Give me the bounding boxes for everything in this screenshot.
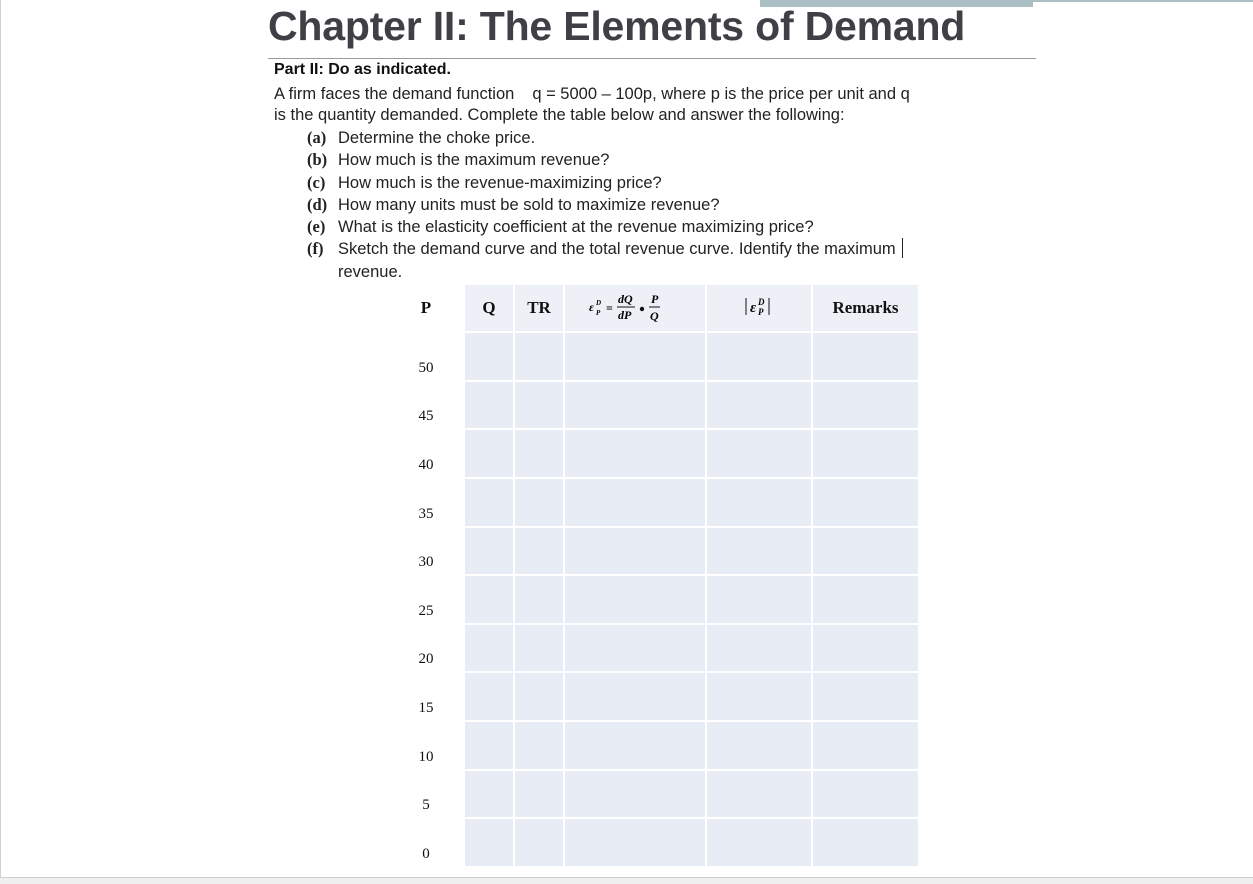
price-value: 45 bbox=[418, 408, 434, 425]
price-value: 50 bbox=[418, 359, 434, 376]
cell-abs-elasticity[interactable] bbox=[706, 770, 812, 819]
table-row bbox=[388, 818, 919, 867]
part-heading: Part II: Do as indicated. bbox=[274, 61, 451, 78]
cell-remarks[interactable] bbox=[812, 478, 919, 527]
cell-remarks[interactable] bbox=[812, 721, 919, 770]
cell-abs-elasticity[interactable] bbox=[706, 478, 812, 527]
table-row bbox=[388, 429, 919, 478]
question-item-d bbox=[307, 194, 903, 216]
cell-elasticity[interactable] bbox=[564, 381, 706, 430]
question-item-a bbox=[307, 127, 903, 149]
table-header-row bbox=[388, 284, 919, 332]
cell-tr[interactable] bbox=[514, 381, 564, 430]
statement-text: A firm faces the demand function bbox=[274, 85, 515, 103]
cell-q[interactable] bbox=[464, 429, 514, 478]
cell-remarks[interactable] bbox=[812, 770, 919, 819]
cell-elasticity[interactable] bbox=[564, 332, 706, 381]
price-value: 5 bbox=[422, 797, 430, 814]
cell-tr[interactable] bbox=[514, 721, 564, 770]
question-item-e bbox=[307, 216, 903, 238]
cell-p bbox=[388, 381, 464, 430]
question-label: (f) bbox=[307, 239, 324, 259]
cell-elasticity[interactable] bbox=[564, 478, 706, 527]
formula-dq: dQ bbox=[618, 291, 633, 306]
question-text: How much is the maximum revenue? bbox=[338, 151, 610, 170]
question-text: Sketch the demand curve and the total revenue curve. Identify the maximum bbox=[338, 240, 896, 259]
table-row bbox=[388, 478, 919, 527]
statement-line-1 bbox=[274, 84, 1034, 105]
question-text: What is the elasticity coefficient at the revenue maximizing price? bbox=[338, 218, 814, 237]
cell-remarks[interactable] bbox=[812, 381, 919, 430]
header-p: P bbox=[388, 284, 464, 332]
page-left-border bbox=[0, 0, 1, 878]
cell-q[interactable] bbox=[464, 332, 514, 381]
abs-epsilon: ε bbox=[750, 299, 757, 316]
title-divider bbox=[268, 58, 1036, 59]
cell-remarks[interactable] bbox=[812, 672, 919, 721]
cell-tr[interactable] bbox=[514, 575, 564, 624]
cell-tr[interactable] bbox=[514, 332, 564, 381]
cell-remarks[interactable] bbox=[812, 332, 919, 381]
table-row bbox=[388, 721, 919, 770]
cell-p bbox=[388, 721, 464, 770]
formula-sub: P bbox=[596, 308, 601, 317]
cell-p bbox=[388, 332, 464, 381]
cell-tr[interactable] bbox=[514, 478, 564, 527]
statement-line-2: is the quantity demanded. Complete the table below and answer the following: bbox=[274, 106, 845, 124]
table-row bbox=[388, 381, 919, 430]
cell-remarks[interactable] bbox=[812, 575, 919, 624]
question-text: Determine the choke price. bbox=[338, 129, 536, 147]
question-label: (b) bbox=[307, 150, 328, 170]
cell-p bbox=[388, 624, 464, 673]
cell-abs-elasticity[interactable] bbox=[706, 527, 812, 576]
cell-elasticity[interactable] bbox=[564, 770, 706, 819]
question-continuation: revenue. bbox=[338, 262, 403, 281]
question-list bbox=[307, 127, 903, 283]
cell-elasticity[interactable] bbox=[564, 818, 706, 867]
cell-abs-elasticity[interactable] bbox=[706, 332, 812, 381]
cell-remarks[interactable] bbox=[812, 624, 919, 673]
cell-p bbox=[388, 672, 464, 721]
table-row bbox=[388, 527, 919, 576]
cell-tr[interactable] bbox=[514, 624, 564, 673]
text-cursor bbox=[902, 238, 903, 258]
cell-elasticity[interactable] bbox=[564, 624, 706, 673]
formula-equals: = bbox=[606, 300, 613, 315]
cell-p bbox=[388, 429, 464, 478]
cell-abs-elasticity[interactable] bbox=[706, 721, 812, 770]
cell-remarks[interactable] bbox=[812, 527, 919, 576]
formula-dp: dP bbox=[618, 307, 632, 322]
price-value: 25 bbox=[418, 602, 434, 619]
table-row bbox=[388, 672, 919, 721]
statement-text-rest: , where p is the price per unit and q bbox=[652, 85, 910, 103]
table-row bbox=[388, 624, 919, 673]
price-value: 30 bbox=[418, 554, 434, 571]
cell-tr[interactable] bbox=[514, 429, 564, 478]
table-row bbox=[388, 575, 919, 624]
cell-abs-elasticity[interactable] bbox=[706, 672, 812, 721]
cell-abs-elasticity[interactable] bbox=[706, 818, 812, 867]
cell-abs-elasticity[interactable] bbox=[706, 624, 812, 673]
demand-table bbox=[387, 283, 920, 868]
formula-sup: D bbox=[596, 298, 602, 307]
cell-elasticity[interactable] bbox=[564, 429, 706, 478]
cell-tr[interactable] bbox=[514, 672, 564, 721]
formula-epsilon: ε bbox=[589, 299, 594, 314]
table-row bbox=[388, 770, 919, 819]
cell-q[interactable] bbox=[464, 624, 514, 673]
abs-sup: D bbox=[758, 296, 765, 307]
cell-q[interactable] bbox=[464, 575, 514, 624]
cell-abs-elasticity[interactable] bbox=[706, 575, 812, 624]
cell-p bbox=[388, 770, 464, 819]
cell-p bbox=[388, 575, 464, 624]
header-elasticity-formula bbox=[564, 284, 706, 332]
elasticity-formula bbox=[585, 287, 685, 325]
cell-abs-elasticity[interactable] bbox=[706, 429, 812, 478]
question-text: How much is the revenue-maximizing price? bbox=[338, 173, 662, 192]
price-value: 40 bbox=[418, 456, 434, 473]
cell-remarks[interactable] bbox=[812, 818, 919, 867]
question-label: (c) bbox=[307, 172, 326, 192]
question-item-b bbox=[307, 149, 903, 171]
header-tr: TR bbox=[514, 284, 564, 332]
question-label: (e) bbox=[307, 217, 326, 237]
formula-dot bbox=[640, 306, 644, 310]
cell-elasticity[interactable] bbox=[564, 575, 706, 624]
cell-q[interactable] bbox=[464, 672, 514, 721]
cell-tr[interactable] bbox=[514, 770, 564, 819]
top-accent-line bbox=[1033, 0, 1253, 2]
header-abs-elasticity bbox=[706, 284, 812, 332]
price-value: 20 bbox=[418, 651, 434, 668]
price-value: 10 bbox=[418, 748, 434, 765]
cell-elasticity[interactable] bbox=[564, 672, 706, 721]
cell-q[interactable] bbox=[464, 770, 514, 819]
header-q: Q bbox=[464, 284, 514, 332]
cell-p bbox=[388, 527, 464, 576]
question-text: How many units must be sold to maximize revenue? bbox=[338, 195, 720, 214]
cell-elasticity[interactable] bbox=[564, 527, 706, 576]
cell-tr[interactable] bbox=[514, 818, 564, 867]
header-remarks: Remarks bbox=[812, 284, 919, 332]
price-value: 35 bbox=[418, 505, 434, 522]
table-row bbox=[388, 332, 919, 381]
cell-p bbox=[388, 818, 464, 867]
cell-q[interactable] bbox=[464, 381, 514, 430]
question-label: (a) bbox=[307, 128, 327, 147]
question-item-c bbox=[307, 172, 903, 194]
cell-q[interactable] bbox=[464, 818, 514, 867]
abs-sub: P bbox=[758, 306, 764, 317]
cell-tr[interactable] bbox=[514, 527, 564, 576]
cell-remarks[interactable] bbox=[812, 429, 919, 478]
price-value: 15 bbox=[418, 700, 434, 716]
page-title: Chapter II: The Elements of Demand bbox=[268, 3, 966, 49]
demand-function: q = 5000 – 100p bbox=[532, 85, 653, 103]
problem-statement bbox=[274, 84, 1034, 126]
price-value: 0 bbox=[422, 846, 430, 862]
formula-p: P bbox=[651, 291, 659, 306]
cell-abs-elasticity[interactable] bbox=[706, 381, 812, 430]
cell-q[interactable] bbox=[464, 527, 514, 576]
question-label: (d) bbox=[307, 194, 328, 214]
cell-q[interactable] bbox=[464, 721, 514, 770]
cell-p bbox=[388, 478, 464, 527]
question-item-f bbox=[307, 238, 903, 260]
table-body bbox=[388, 332, 919, 867]
cell-q[interactable] bbox=[464, 478, 514, 527]
cell-elasticity[interactable] bbox=[564, 721, 706, 770]
abs-elasticity-symbol bbox=[737, 294, 781, 318]
formula-q: Q bbox=[650, 308, 659, 323]
